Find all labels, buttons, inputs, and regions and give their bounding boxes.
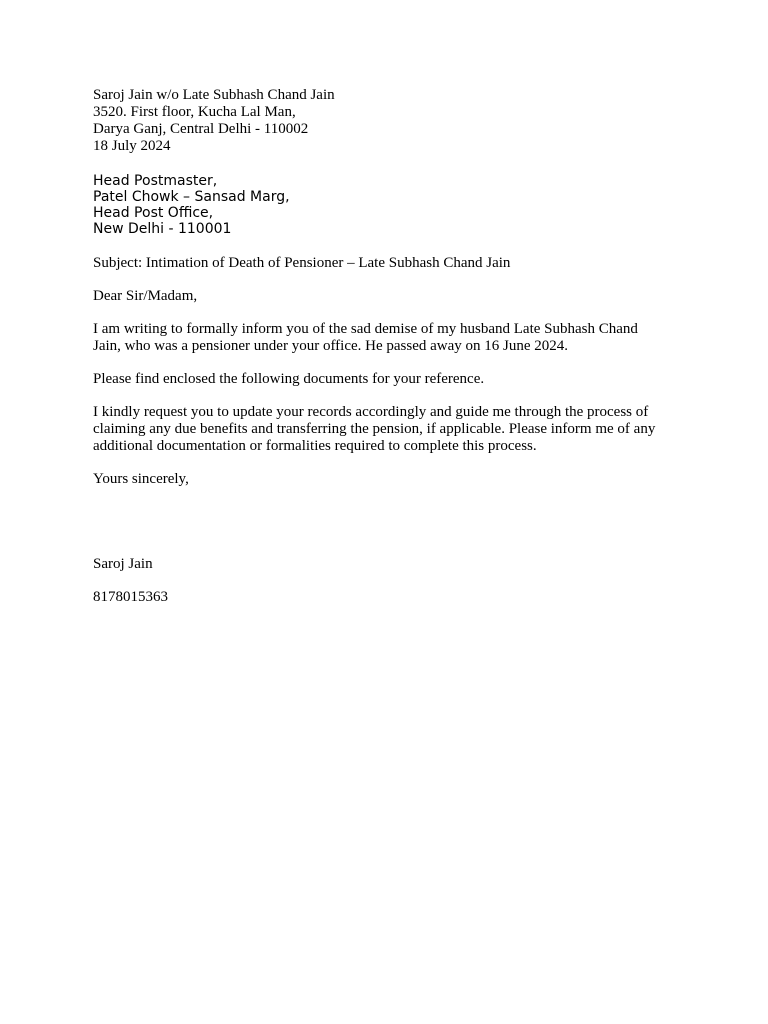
paragraph-1 [93,321,683,355]
paragraph-3-line-2: claiming any due benefits and transferring the pension, if applicable. Please inform me of any [93,421,656,437]
sender-address-line-2: Darya Ganj, Central Delhi - 110002 [93,121,309,137]
recipient-line-2: Patel Chowk – Sansad Marg, [93,189,290,205]
signature-phone [93,589,683,606]
signature-phone-text: 8178015363 [93,589,168,605]
sender-name-line: Saroj Jain w/o Late Subhash Chand Jain [93,87,335,103]
signature-name-text: Saroj Jain [93,556,153,572]
subject-line [93,255,683,272]
letter-date: 18 July 2024 [93,138,171,154]
paragraph-1-line-1: I am writing to formally inform you of the sad demise of my husband Late Subhash Chand [93,321,638,337]
paragraph-3-line-3: additional documentation or formalities required to complete this process. [93,438,537,454]
subject-text: Subject: Intimation of Death of Pensioner – Late Subhash Chand Jain [93,255,511,271]
recipient-address [93,173,683,237]
sender-address [93,87,683,155]
salutation [93,288,683,305]
sender-address-line-1: 3520. First floor, Kucha Lal Man, [93,104,296,120]
recipient-line-4: New Delhi - 110001 [93,221,232,237]
closing-text: Yours sincerely, [93,471,189,487]
recipient-line-3: Head Post Office, [93,205,214,221]
recipient-line-1: Head Postmaster, [93,173,218,189]
letter-body [93,87,683,606]
paragraph-1-line-2: Jain, who was a pensioner under your office. He passed away on 16 June 2024. [93,338,569,354]
signature-name [93,556,683,573]
paragraph-3-line-1: I kindly request you to update your records accordingly and guide me through the process of [93,404,649,420]
paragraph-2-line-1: Please find enclosed the following documents for your reference. [93,371,485,387]
paragraph-3 [93,404,683,455]
closing [93,471,683,488]
salutation-text: Dear Sir/Madam, [93,288,198,304]
paragraph-2 [93,371,683,388]
